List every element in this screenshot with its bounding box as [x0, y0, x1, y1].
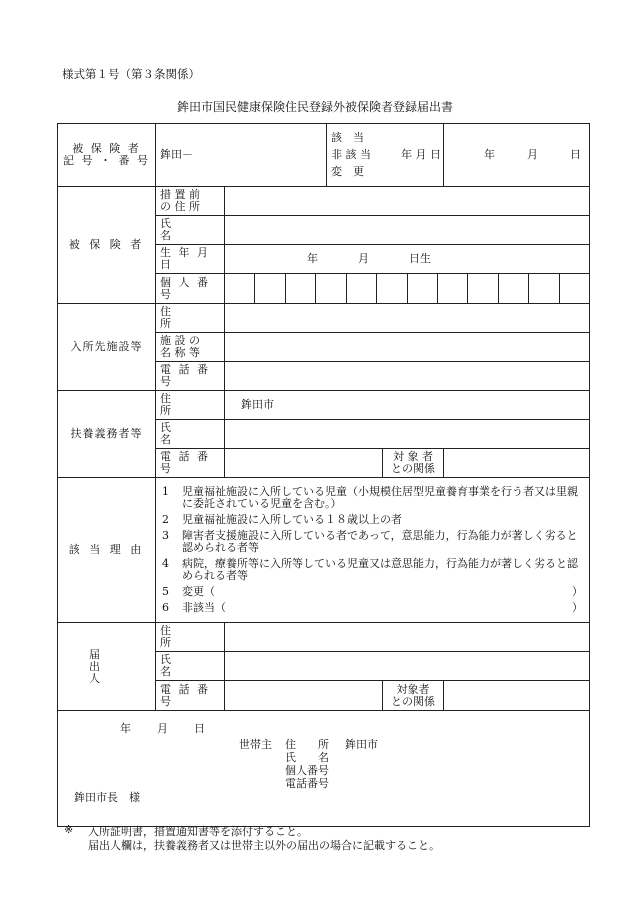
mynumber-label: 個 人 番 号	[156, 274, 225, 304]
prev-address-field[interactable]	[225, 187, 590, 216]
insured-number-field[interactable]	[156, 124, 327, 187]
supporter-group-label: 扶養義務者等	[58, 391, 156, 478]
facility-group-label: 入所先施設等	[58, 304, 156, 391]
insured-group-label: 被 保 険 者	[58, 187, 156, 304]
facility-phone-field[interactable]	[225, 362, 590, 391]
supporter-relation-field[interactable]	[444, 449, 590, 478]
supporter-relation-label: 対 象 者 との関係	[383, 449, 444, 478]
reason-item-2[interactable]: 2 児童福祉施設に入所している１８歳以上の者	[162, 513, 402, 526]
status-month: 月	[527, 148, 538, 161]
prev-address-label: 措 置 前 の 住 所	[156, 187, 225, 216]
status-not-applicable[interactable]: 非 該 当	[331, 148, 371, 161]
reason-item-1[interactable]: 1 児童福祉施設に入所している児童（小規模住居型児童養育事業を行う者又は里親に委託されている児童を含む。）	[162, 485, 578, 510]
facility-phone-label: 電 話 番 号	[156, 362, 225, 391]
dob-day: 日生	[409, 252, 431, 265]
applicant-name-label: 氏 名	[156, 652, 225, 681]
signature-block	[58, 711, 590, 827]
facility-address-field[interactable]	[225, 304, 590, 333]
supporter-name-field[interactable]	[225, 420, 590, 449]
supporter-phone-label: 電 話 番 号	[156, 449, 225, 478]
applicant-phone-field[interactable]	[225, 681, 383, 711]
note-line-1: 入所証明書，措置通知書等を添付すること。	[88, 825, 308, 838]
note-mark: ※	[64, 823, 74, 836]
applicant-address-label: 住 所	[156, 623, 225, 652]
supporter-phone-field[interactable]	[225, 449, 383, 478]
applicant-relation-field[interactable]	[444, 681, 590, 711]
status-year: 年	[484, 148, 495, 161]
household-head-label: 世帯主	[239, 738, 272, 751]
mynumber-field[interactable]	[225, 274, 590, 304]
page-title: 鉾田市国民健康保険住民登録外被保険者登録届出書	[176, 100, 453, 114]
facility-name-label: 施 設 の 名 称 等	[156, 333, 225, 362]
applicant-relation-label: 対象者 との関係	[383, 681, 444, 711]
status-day: 日	[570, 148, 581, 161]
reason-item-3[interactable]: 3 障害者支援施設に入所している者であって，意思能力，行為能力が著しく劣ると認められる者等	[162, 529, 578, 554]
insured-number-label: 被 保 険 者 記 号 ・ 番 号	[58, 124, 156, 187]
status-applicable[interactable]: 該 当	[331, 131, 364, 144]
facility-name-field[interactable]	[225, 333, 590, 362]
signature-date[interactable]: 年 月 日	[120, 722, 205, 735]
reason-item-not-applicable[interactable]: 6 非該当（ ）	[162, 601, 583, 614]
facility-address-label: 住 所	[156, 304, 225, 333]
dob-label: 生 年 月 日	[156, 245, 225, 274]
applicant-group-label: 届 出 人	[58, 623, 156, 711]
dob-field[interactable]	[225, 245, 590, 274]
applicant-address-field[interactable]	[225, 623, 590, 652]
household-name-label: 氏 名	[285, 751, 329, 764]
status-date-label: 年 月 日	[401, 148, 441, 161]
dob-year: 年	[307, 252, 318, 265]
status-change[interactable]: 変 更	[331, 165, 364, 178]
household-mynumber-label: 個人番号	[285, 764, 329, 777]
registration-form	[57, 123, 590, 827]
reason-list	[156, 478, 590, 623]
insured-number-prefix: 鉾田－	[160, 148, 193, 161]
mynumber-digit-boxes[interactable]	[225, 274, 589, 303]
household-address-label: 住 所	[285, 738, 329, 751]
dob-month: 月	[358, 252, 369, 265]
household-address-value: 鉾田市	[345, 738, 378, 751]
reason-item-4[interactable]: 4 病院，療養所等に入所等している児童又は意思能力，行為能力が著しく劣ると認められる者等	[162, 557, 578, 582]
insured-name-field[interactable]	[225, 216, 590, 245]
supporter-address-label: 住 所	[156, 391, 225, 420]
addressee: 鉾田市長 様	[74, 791, 140, 804]
household-phone-label: 電話番号	[285, 777, 329, 790]
insured-name-label: 氏 名	[156, 216, 225, 245]
note-line-2: 届出人欄は，扶養義務者又は世帯主以外の届出の場合に記載すること。	[88, 839, 440, 852]
reason-item-change[interactable]: 5 変更（ ）	[162, 585, 583, 598]
supporter-name-label: 氏 名	[156, 420, 225, 449]
supporter-address-value: 鉾田市	[241, 398, 274, 411]
form-id: 様式第１号（第３条関係）	[62, 67, 200, 81]
applicant-name-field[interactable]	[225, 652, 590, 681]
reason-group-label: 該 当 理 由	[58, 478, 156, 623]
supporter-address-field[interactable]	[225, 391, 590, 420]
status-cell[interactable]	[327, 124, 444, 187]
applicant-phone-label: 電 話 番 号	[156, 681, 225, 711]
